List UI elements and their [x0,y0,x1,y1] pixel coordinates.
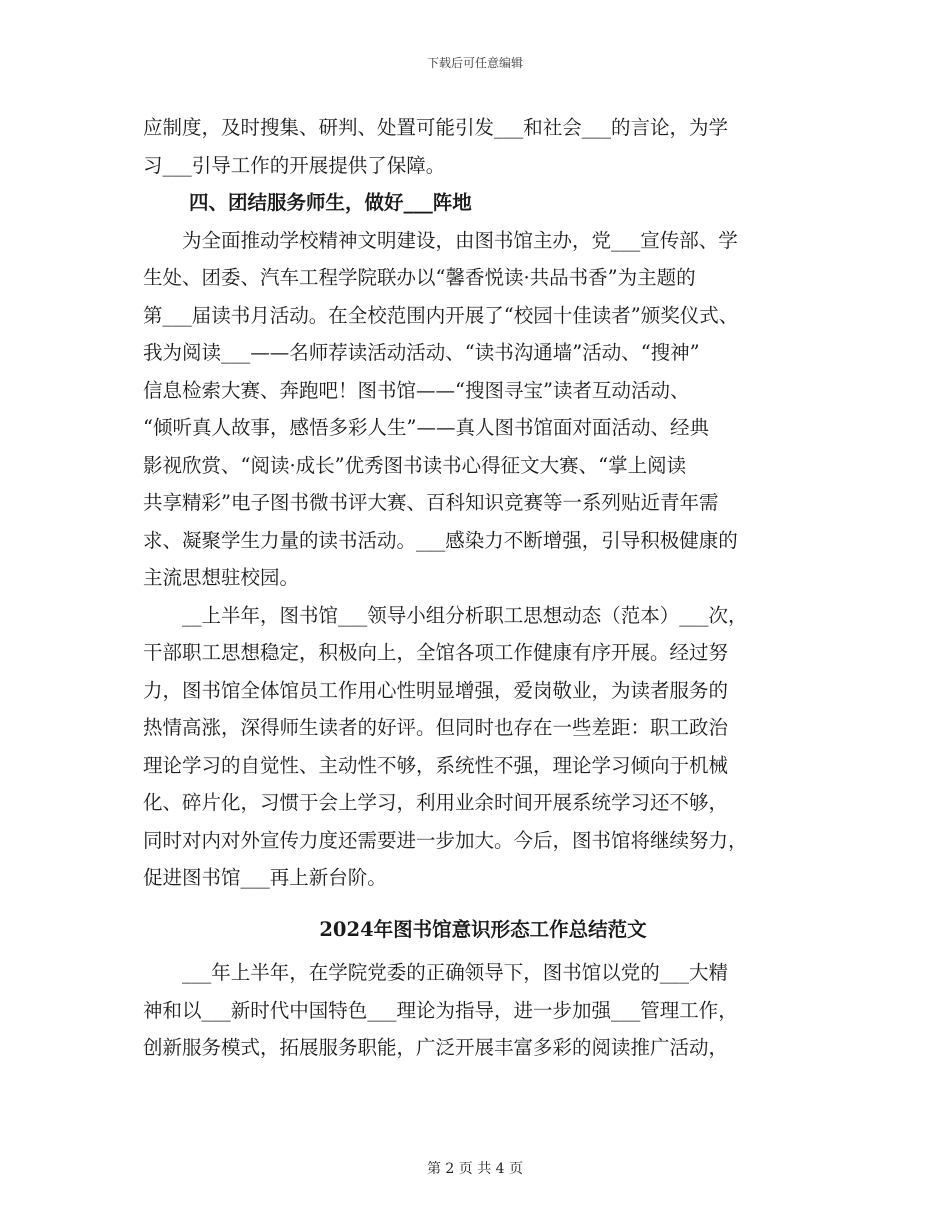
paragraph-line: 共享精彩”电子图书微书评大赛、百科知识竞赛等一系列贴近青年需 [143,491,719,514]
paragraph-line: 求、凝聚学生力量的读书活动。___感染力不断增强，引导积极健康的 [143,528,738,552]
paragraph-line: 生处、团委、汽车工程学院联办以“馨香悦读·共品书香”为主题的 [143,266,696,289]
paragraph-line: 化、碎片化，习惯于会上学习，利用业余时间开展系统学习还不够， [143,791,729,814]
section-heading: 四、团结服务师生，做好___阵地 [189,191,472,214]
paragraph-line: 应制度，及时搜集、研判、处置可能引发___和社会___的言论，为学 [143,116,729,139]
paragraph-line: __上半年，图书馆___领导小组分析职工思想动态（范本）___次， [143,603,748,627]
paragraph-line: 信息检索大赛、奔跑吧！图书馆——“搜图寻宝”读者互动活动、 [143,378,690,402]
paragraph-line: 主流思想驻校园。 [143,566,300,589]
paragraph-line: 热情高涨，深得师生读者的好评。但同时也存在一些差距：职工政治 [143,716,729,739]
paragraph-line: 力，图书馆全体馆员工作用心性明显增强，爱岗敬业，为读者服务的 [143,678,729,702]
paragraph-line: 同时对内对外宣传力度还需要进一步加大。今后，图书馆将继续努力， [143,828,748,852]
paragraph-line: 习___引导工作的开展提供了保障。 [143,153,446,177]
page-footer: 第 2 页 共 4 页 [426,1161,524,1177]
paragraph-line: “倾听真人故事，感悟多彩人生”——真人图书馆面对面活动、经典 [143,416,709,439]
paragraph-line: 理论学习的自觉性、主动性不够，系统性不强，理论学习倾向于机械 [143,753,729,777]
paragraph-line: 为全面推动学校精神文明建设，由图书馆主办，党___宣传部、学 [143,228,738,252]
paragraph-line: 促进图书馆___再上新台阶。 [143,866,387,889]
paragraph-line: 干部职工思想稳定，积极向上，全馆各项工作健康有序开展。经过努 [143,641,729,664]
paragraph-line: ___年上半年，在学院党委的正确领导下，图书馆以党的___大精 [143,961,729,984]
paragraph-line: 影视欣赏、“阅读·成长”优秀图书读书心得征文大赛、“掌上阅读 [143,453,687,477]
paragraph-line: 我为阅读___——名师荐读活动活动、“读书沟通墙”活动、“搜神” [143,341,700,364]
page-header: 下载后可任意编辑 [426,56,523,70]
paragraph-line: 第___届读书月活动。在全校范围内开展了“校园十佳读者”颁奖仪式、 [143,303,739,327]
document-body [143,109,823,1067]
document-title: 2024年图书馆意识形态工作总结范文 [319,917,647,941]
paragraph-line: 创新服务模式，拓展服务职能，广泛开展丰富多彩的阅读推广活动， [143,1036,729,1059]
paragraph-line: 神和以___新时代中国特色___理论为指导，进一步加强___管理工作， [143,998,738,1022]
